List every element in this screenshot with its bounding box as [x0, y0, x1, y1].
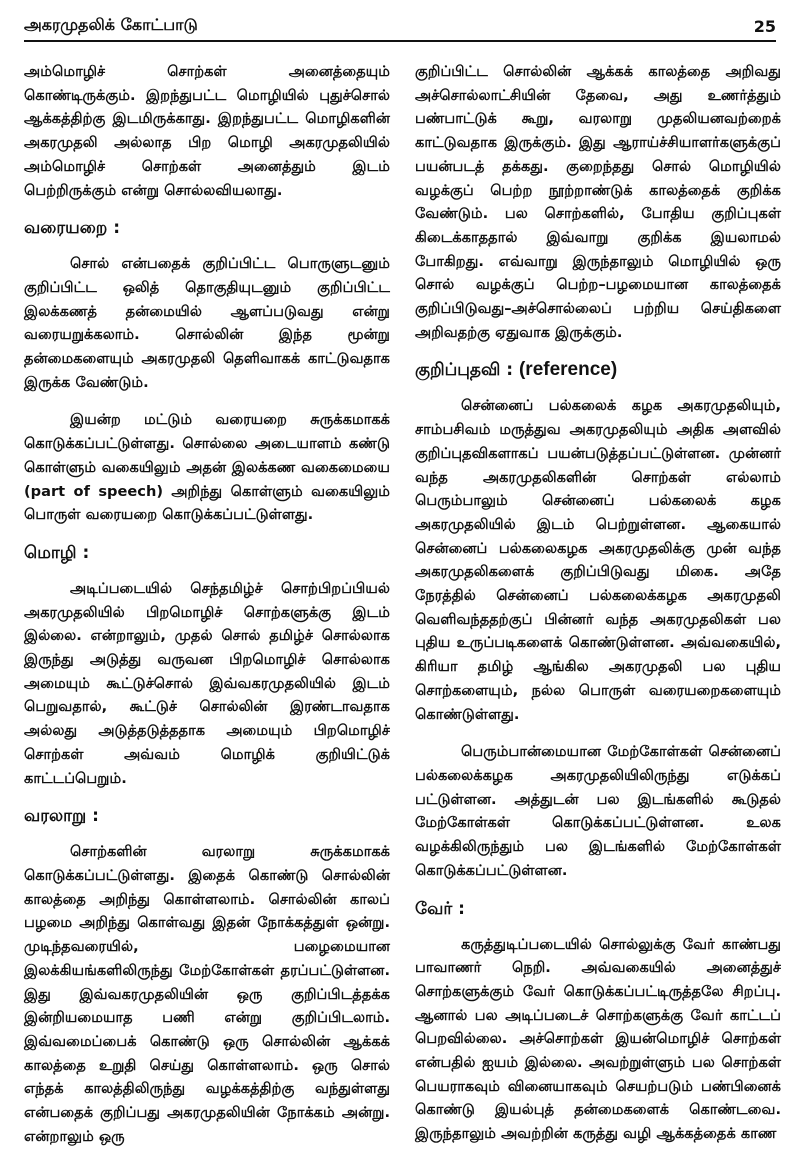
- heading-english: (reference): [518, 359, 618, 381]
- paragraph: சென்னைப் பல்கலைக் கழக அகரமுதலியும், சாம்பசிவம் மருத்துவ அகரமுதலியும் அதிக அளவில் குறிப்புதவிகளாகப் பயன்படுத்தப்பட்டுள்ளன. முன்னர் வந்த அகரமுதலிகளின் சொற்கள் எல்லாம் பெரும்பாலும் சென்னைப் பல்கலைக் கழக அகரமுதலியில் இடம் பெற்றுள்ளன. ஆகையால் சென்னைப் பல்கலைகழக அகரமுதலிக்கு முன் வந்த அகரமுதலிகளைக் குறிப்பிடுவது மிகை. அதே நேரத்தில் சென்னைப் பல்கலைக்கழக அகரமுதலி வெளிவந்ததற்குப் பின்னர் வந்த அகரமுதலிகள் பல புதிய உருப்படிகளைக் கொண்டுள்ளன. அவ்வகையில், கிரியா தமிழ் ஆங்கில அகரமுதலி பல புதிய சொற்களையும், நல்ல பொருள் வரையறைகளையும் கொண்டுள்ளது.: [415, 397, 781, 723]
- page-number: 25: [753, 17, 776, 36]
- left-column: [24, 60, 390, 1162]
- paragraph: சொல் என்பதைக் குறிப்பிட்ட பொருளுடனும் குறிப்பிட்ட ஒலித் தொகுதியுடனும் குறிப்பிட்ட இலக்கணத் தன்மையில் ஆளப்படுவது என்று வரையறுக்கலாம். சொல்லின் இந்த மூன்று தன்மைகளையும் அகரமுதலி தெளிவாகக் காட்டுவதாக இருக்க வேண்டும்.: [24, 255, 390, 391]
- section-heading-language: மொழி :: [24, 542, 90, 563]
- paragraph: பெரும்பான்மையான மேற்கோள்கள் சென்னைப் பல்கலைக்கழக அகரமுதலியிலிருந்து எடுக்கப் பட்டுள்ளன. அத்துடன் பல இடங்களில் கூடுதல் மேற்கோள்கள் கொடுக்கப்பட்டுள்ளன. உலக வழக்கிலிருந்தும் பல இடங்களில் மேற்கோள்கள் கொடுக்கப்பட்டுள்ளன.: [415, 743, 781, 879]
- paragraph: அடிப்படையில் செந்தமிழ்ச் சொற்பிறப்பியல் அகரமுதலியில் பிறமொழிச் சொற்களுக்கு இடம் இல்லை. என்றாலும், முதல் சொல் தமிழ்ச் சொல்லாக இருந்து அடுத்து வருவன பிறமொழிச் சொல்லாக அமையும் கூட்டுச்சொல் இவ்வகரமுதலியில் இடம் பெறுவதால், கூட்டுச் சொல்லின் இரண்டாவதாக அல்லது அடுத்தடுத்ததாக அமையும் பிறமொழிச் சொற்கள் அவ்வம் மொழிக் குறியிட்டுக் காட்டப்பெறும்.: [24, 579, 390, 787]
- right-column: [415, 60, 781, 1160]
- section-heading-root: வேர் :: [415, 898, 465, 919]
- section-heading-definition: வரையறை :: [24, 218, 121, 239]
- paragraph: சொற்களின் வரலாறு சுருக்கமாகக் கொடுக்கப்பட்டுள்ளது. இதைக் கொண்டு சொல்லின் காலத்தை அறிந்து கொள்ளலாம். சொல்லின் காலப் பழமை அறிந்து கொள்வது இதன் நோக்கத்துள் ஒன்று. முடிந்தவரையில், பழைமையான இலக்கியங்களிலிருந்து மேற்கோள்கள் தரப்பட்டுள்ளன. இது இவ்வகரமுதலியின் ஒரு குறிப்பிடத்தக்க இன்றியமையாத பணி என்று குறிப்பிடலாம். இவ்வமைப்பைக் கொண்டு ஒரு சொல்லின் ஆக்கக் காலத்தை உறுதி செய்து கொள்ளலாம். ஒரு சொல் எந்தக் காலத்திலிருந்து வழக்கத்திற்கு வந்துள்ளது என்பதைக் குறிப்பது அகரமுதலியின் நோக்கம் அன்று. என்றாலும் ஒரு: [24, 843, 390, 1145]
- running-title: அகரமுதலிக் கோட்பாடு: [24, 15, 198, 34]
- section-heading-history: வரலாறு :: [24, 806, 99, 827]
- paragraph: இயன்ற மட்டும் வரையறை சுருக்கமாகக் கொடுக்கப்பட்டுள்ளது. சொல்லை அடையாளம் கண்டு கொள்ளும் வகையிலும் அதன் இலக்கண வகைமையை (part of speech) அறிந்து கொள்ளும் வகையிலும் பொருள் வரையறை கொடுக்கப்பட்டுள்ளது.: [24, 411, 390, 524]
- paragraph: அம்மொழிச் சொற்கள் அனைத்தையும் கொண்டிருக்கும். இறந்துபட்ட மொழியில் புதுச்சொல் ஆக்கத்திற்கு இடமிருக்காது. இறந்துபட்ட மொழிகளின் அகரமுதலி அல்லாத பிற மொழி அகரமுதலியில் அம்மொழிச் சொற்கள் அனைத்தும் இடம் பெற்றிருக்கும் என்று சொல்லவியலாது.: [24, 63, 390, 199]
- heading-tamil: குறிப்புதவி :: [415, 360, 519, 381]
- running-header: [24, 8, 776, 42]
- section-heading-reference: [415, 358, 781, 382]
- paragraph: குறிப்பிட்ட சொல்லின் ஆக்கக் காலத்தை அறிவது அச்சொல்லாட்சியின் தேவை, அது உணர்த்தும் பண்பாட்டுக் கூறு, வரலாறு முதலியனவற்றைக் காட்டுவதாக இருக்கும். இது ஆராய்ச்சியாளர்களுக்குப் பயன்படத் தக்கது. குறைந்தது சொல் மொழியில் வழக்குப் பெற்ற நூற்றாண்டுக் காலத்தைக் குறிக்க வேண்டும். பல சொற்களில், போதிய குறிப்புகள் கிடைக்காததால் இவ்வாறு குறிக்க இயலாமல் போகிறது. எவ்வாறு இருந்தாலும் மொழியில் ஒரு சொல் வழக்குப் பெற்ற–பழமையான காலத்தைக் குறிப்பிடுவது–அச்சொல்லைப் பற்றிய செய்திகளை அறிவதற்கு ஏதுவாக இருக்கும்.: [415, 63, 781, 341]
- paragraph: கருத்துடிப்படையில் சொல்லுக்கு வேர் காண்பது பாவாணர் நெறி. அவ்வகையில் அனைத்துச் சொற்களுக்கும் வேர் கொடுக்கப்பட்டிருத்தலே சிறப்பு. ஆனால் பல அடிப்படைச் சொற்களுக்கு வேர் காட்டப் பெறவில்லை. அச்சொற்கள் இயன்மொழிச் சொற்கள் என்பதில் ஐயம் இல்லை. அவற்றுள்ளும் பல சொற்கள் பெயராகவும் வினையாகவும் செயற்படும் பண்பினைக் கொண்டு இயல்புத் தன்மைகளைக் கொண்டவை. இருந்தாலும் அவற்றின் கருத்து வழி ஆக்கத்தைக் காண: [415, 935, 781, 1143]
